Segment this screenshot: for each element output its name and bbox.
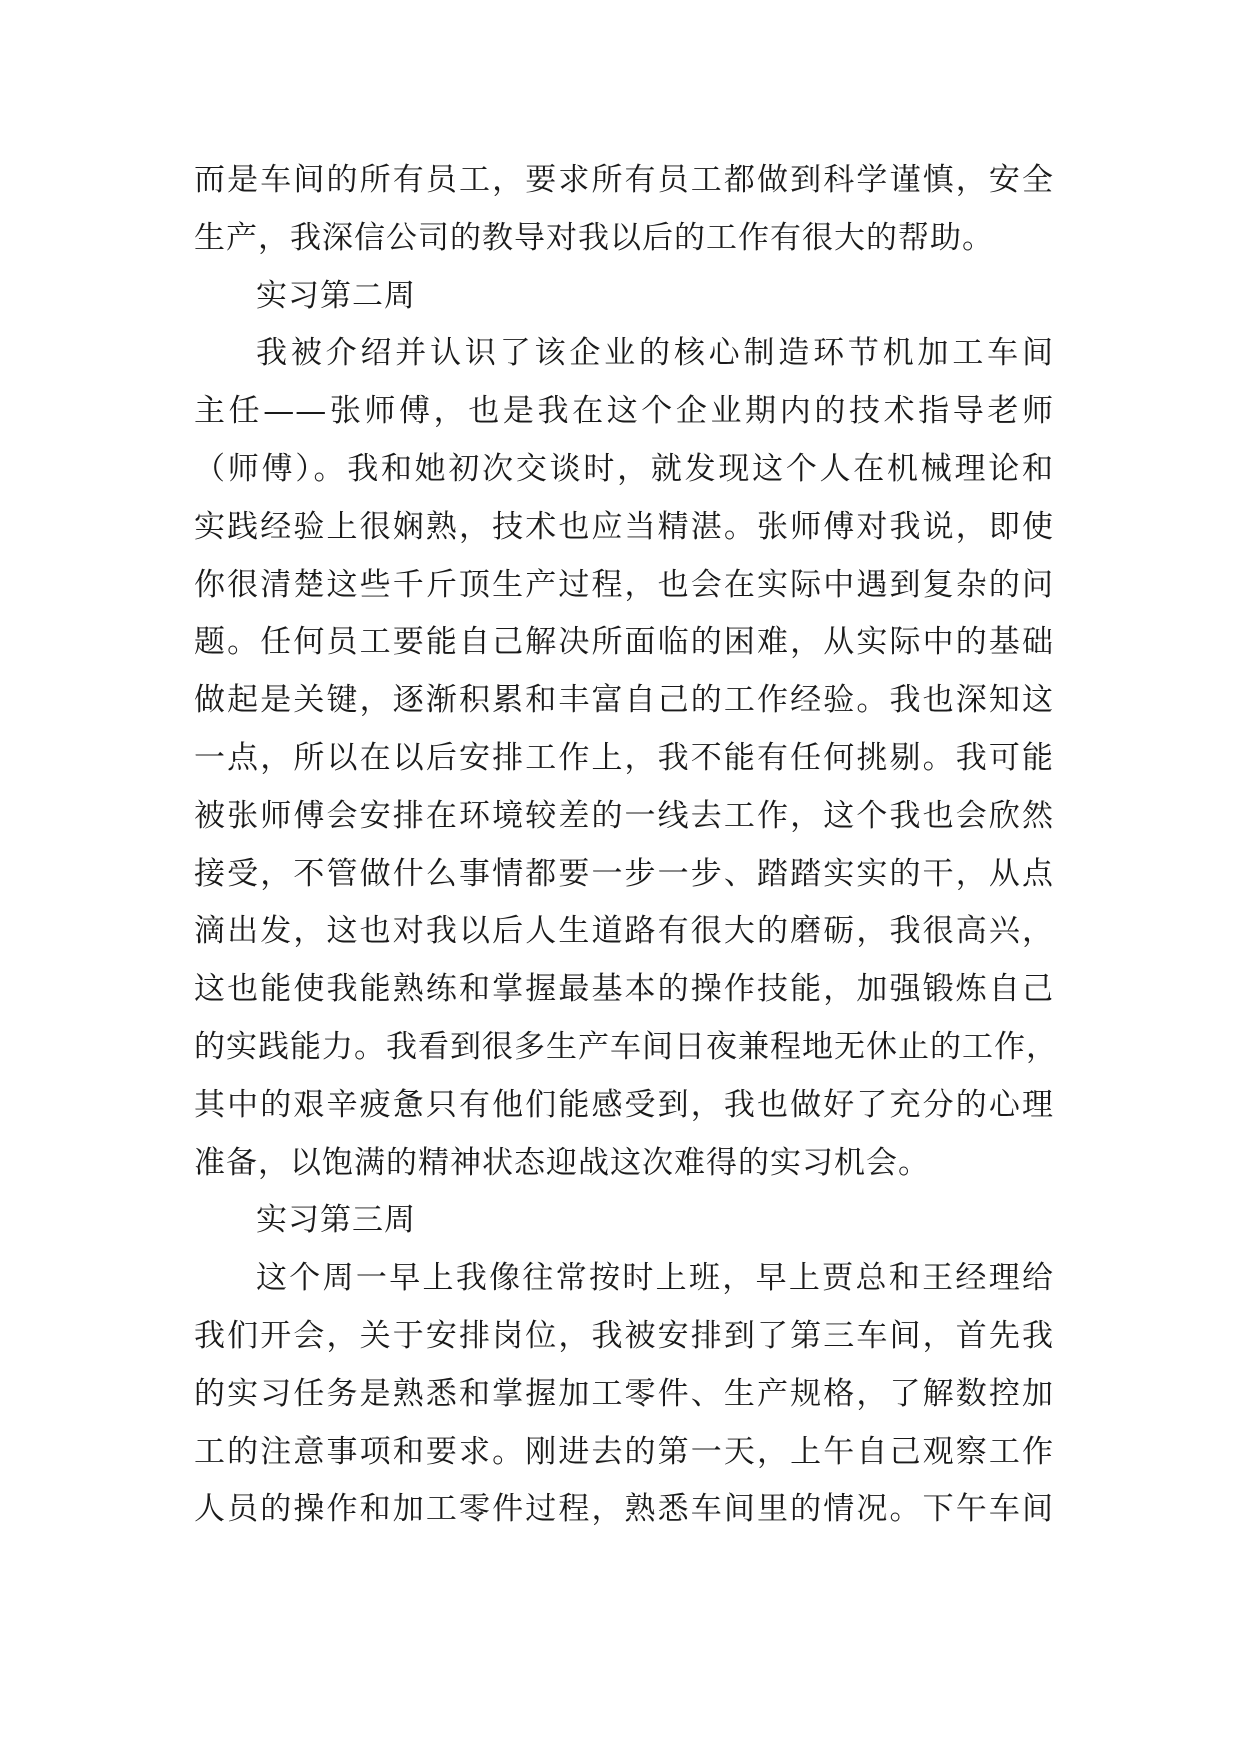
- text-line: 题。任何员工要能自己解决所面临的困难，从实际中的基础: [194, 624, 1054, 661]
- text-line: 这个周一早上我像往常按时上班，早上贾总和王经理给: [256, 1260, 1054, 1297]
- text-line: 而是车间的所有员工，要求所有员工都做到科学谨慎，安全: [194, 162, 1054, 198]
- text-line: 生产，我深信公司的教导对我以后的工作有很大的帮助。: [194, 219, 994, 256]
- text-line: 接受，不管做什么事情都要一步一步、踏踏实实的干，从点: [194, 855, 1054, 892]
- text-line: 滴出发，这也对我以后人生道路有很大的磨砺，我很高兴，: [194, 913, 1054, 950]
- text-line: 人员的操作和加工零件过程，熟悉车间里的情况。下午车间: [194, 1491, 1054, 1528]
- text-line: （师傅）。我和她初次交谈时，就发现这个人在机械理论和: [194, 450, 1054, 487]
- text-line: 被张师傅会安排在环境较差的一线去工作，这个我也会欣然: [194, 797, 1054, 834]
- text-line: 主任——张师傅，也是我在这个企业期内的技术指导老师: [194, 393, 1054, 430]
- section-heading-week-2: 实习第二周: [256, 277, 416, 314]
- text-line: 做起是关键，逐渐积累和丰富自己的工作经验。我也深知这: [194, 682, 1054, 719]
- section-heading-week-3: 实习第三周: [256, 1202, 416, 1239]
- text-line: 一点，所以在以后安排工作上，我不能有任何挑剔。我可能: [194, 739, 1054, 776]
- document-body: [194, 152, 1058, 1539]
- text-line: 的实践能力。我看到很多生产车间日夜兼程地无休止的工作，: [194, 1028, 1058, 1065]
- text-line: 你很清楚这些千斤顶生产过程，也会在实际中遇到复杂的问: [194, 566, 1054, 603]
- text-line: 我被介绍并认识了该企业的核心制造环节机加工车间: [256, 335, 1054, 372]
- text-line: 的实习任务是熟悉和掌握加工零件、生产规格，了解数控加: [194, 1375, 1054, 1412]
- text-line: 实践经验上很娴熟，技术也应当精湛。张师傅对我说，即使: [194, 508, 1054, 545]
- text-line: 准备，以饱满的精神状态迎战这次难得的实习机会。: [194, 1144, 930, 1181]
- text-line: 工的注意事项和要求。刚进去的第一天，上午自己观察工作: [194, 1433, 1054, 1470]
- text-line: 这也能使我能熟练和掌握最基本的操作技能，加强锻炼自己: [194, 971, 1054, 1008]
- text-line: 其中的艰辛疲惫只有他们能感受到，我也做好了充分的心理: [194, 1086, 1054, 1123]
- text-line: 我们开会，关于安排岗位，我被安排到了第三车间，首先我: [194, 1317, 1054, 1354]
